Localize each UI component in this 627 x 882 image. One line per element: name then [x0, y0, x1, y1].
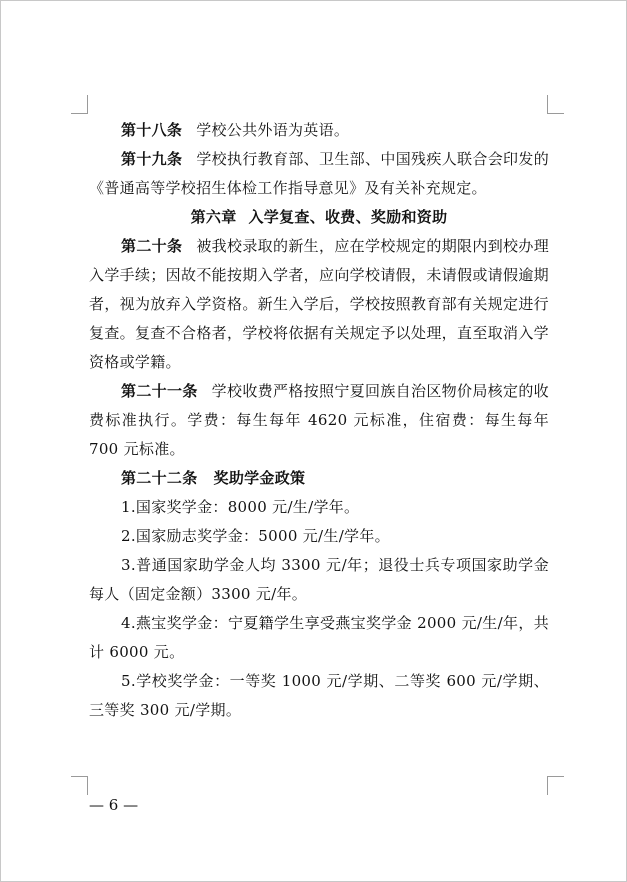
article-21-text: 学校收费严格按照宁夏回族自治区物价局核定的收费标准执行。学费：每生每年 4620 元标准，住宿费：每生每年 700 元标准。 [89, 382, 549, 458]
article-18 [89, 116, 549, 145]
article-19 [89, 145, 549, 203]
chapter-heading [89, 203, 549, 232]
document-body [89, 116, 549, 725]
article-21 [89, 377, 549, 464]
article-19-text: 学校执行教育部、卫生部、中国残疾人联合会印发的《普通高等学校招生体检工作指导意见》及有关补充规定。 [89, 150, 549, 197]
list-item: 5.学校奖学金：一等奖 1000 元/学期、二等奖 600 元/学期、三等奖 300 元/学期。 [89, 672, 549, 719]
list-item: 1.国家奖学金：8000 元/生/学年。 [121, 498, 360, 516]
article-22-title: 奖助学金政策 [213, 469, 306, 487]
article-21-tag: 第二十一条 [121, 382, 198, 400]
article-22-tag: 第二十二条 [121, 469, 198, 487]
article-18-tag: 第十八条 [121, 121, 183, 139]
list-item: 4.燕宝奖学金：宁夏籍学生享受燕宝奖学金 2000 元/生/年，共计 6000 元。 [89, 614, 549, 661]
list-item: 2.国家励志奖学金：5000 元/生/学年。 [121, 527, 390, 545]
article-20-tag: 第二十条 [121, 237, 183, 255]
crop-mark-bottom-left [71, 776, 88, 795]
crop-mark-top-right [547, 95, 564, 114]
chapter-title: 入学复查、收费、奖励和资助 [248, 208, 448, 226]
chapter-number: 第六章 [190, 208, 237, 226]
list-item: 3.普通国家助学金人均 3300 元/年；退役士兵专项国家助学金每人（固定金额）3300 元/年。 [89, 556, 549, 603]
article-20 [89, 232, 549, 377]
article-20-text: 被我校录取的新生，应在学校规定的期限内到校办理入学手续；因故不能按期入学者，应向学校请假，未请假或请假逾期者，视为放弃入学资格。新生入学后，学校按照教育部有关规定进行复查。复查不合格者，学校将依据有关规定予以处理，直至取消入学资格或学籍。 [89, 237, 549, 371]
article-18-text: 学校公共外语为英语。 [196, 121, 350, 139]
crop-mark-bottom-right [547, 776, 564, 795]
article-19-tag: 第十九条 [121, 150, 183, 168]
crop-mark-top-left [71, 95, 88, 114]
article-22-heading [89, 464, 549, 493]
page-number: — 6 — [89, 796, 139, 814]
